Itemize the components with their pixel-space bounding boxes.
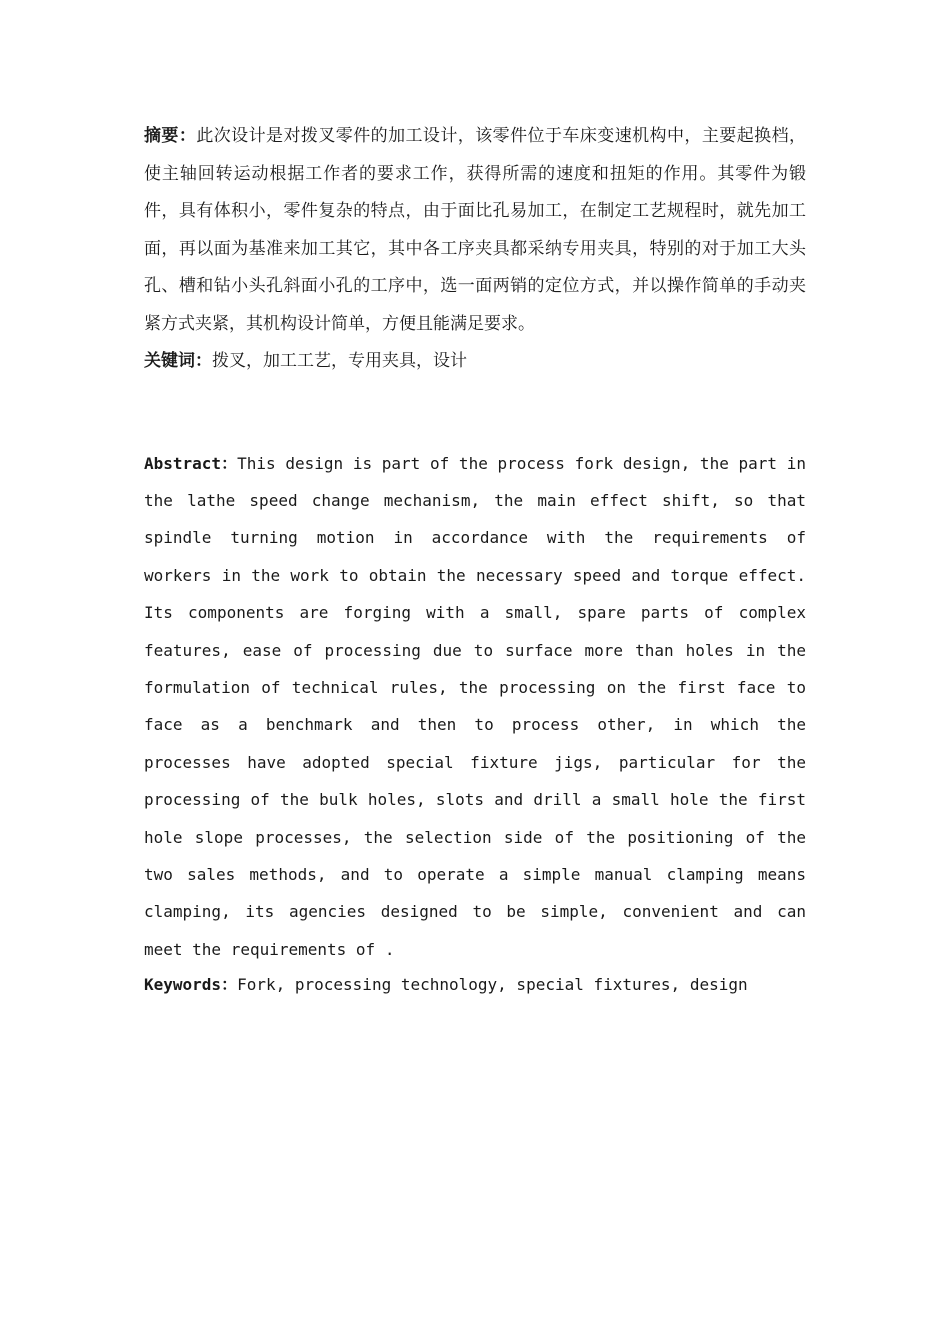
english-keywords-label: Keywords： <box>144 975 238 995</box>
english-abstract <box>144 445 806 969</box>
english-keywords <box>144 968 806 1002</box>
chinese-abstract-text: 此次设计是对拨叉零件的加工设计，该零件位于车床变速机构中，主要起换档，使主轴回转运动根据工作者的要求工作，获得所需的速度和扭矩的作用。其零件为锻件，具有体积小，零件复杂的特点，由于面比孔易加工，在制定工艺规程时，就先加工面，再以面为基准来加工其它，其中各工序夹具都采纳专用夹具，特别的对于加工大头孔、槽和钻小头孔斜面小孔的工序中，选一面两销的定位方式，并以操作简单的手动夹紧方式夹紧，其机构设计简单，方便且能满足要求。 <box>144 126 807 334</box>
chinese-abstract-label: 摘要： <box>144 126 197 146</box>
chinese-abstract <box>144 118 806 343</box>
document-page <box>144 118 806 1002</box>
chinese-keywords-text: 拨叉，加工工艺，专用夹具，设计 <box>212 351 467 371</box>
english-abstract-text: This design is part of the process fork design, the part in the lathe speed change mechanism, the main effect shift, so that spindle turning motion in accordance with the requirements of workers in the work to obtain the necessary speed and torque effect. Its components are forging with a small, spare parts of complex features, ease of processing due to surface more than holes in the formulation of technical rules, the processing on the first face to face as a benchmark and then to process other, in which the processes have adopted special fixture jigs, particular for the processing of the bulk holes, slots and drill a small hole the first hole slope processes, the selection side of the positioning of the two sales methods, and to operate a simple manual clamping means clamping, its agencies designed to be simple, convenient and can meet the requirements of . <box>144 453 806 959</box>
chinese-keywords-label: 关键词： <box>144 351 212 371</box>
english-keywords-text: Fork, processing technology, special fixtures, design <box>237 975 748 995</box>
english-abstract-label: Abstract： <box>144 453 238 473</box>
chinese-keywords <box>144 343 806 381</box>
